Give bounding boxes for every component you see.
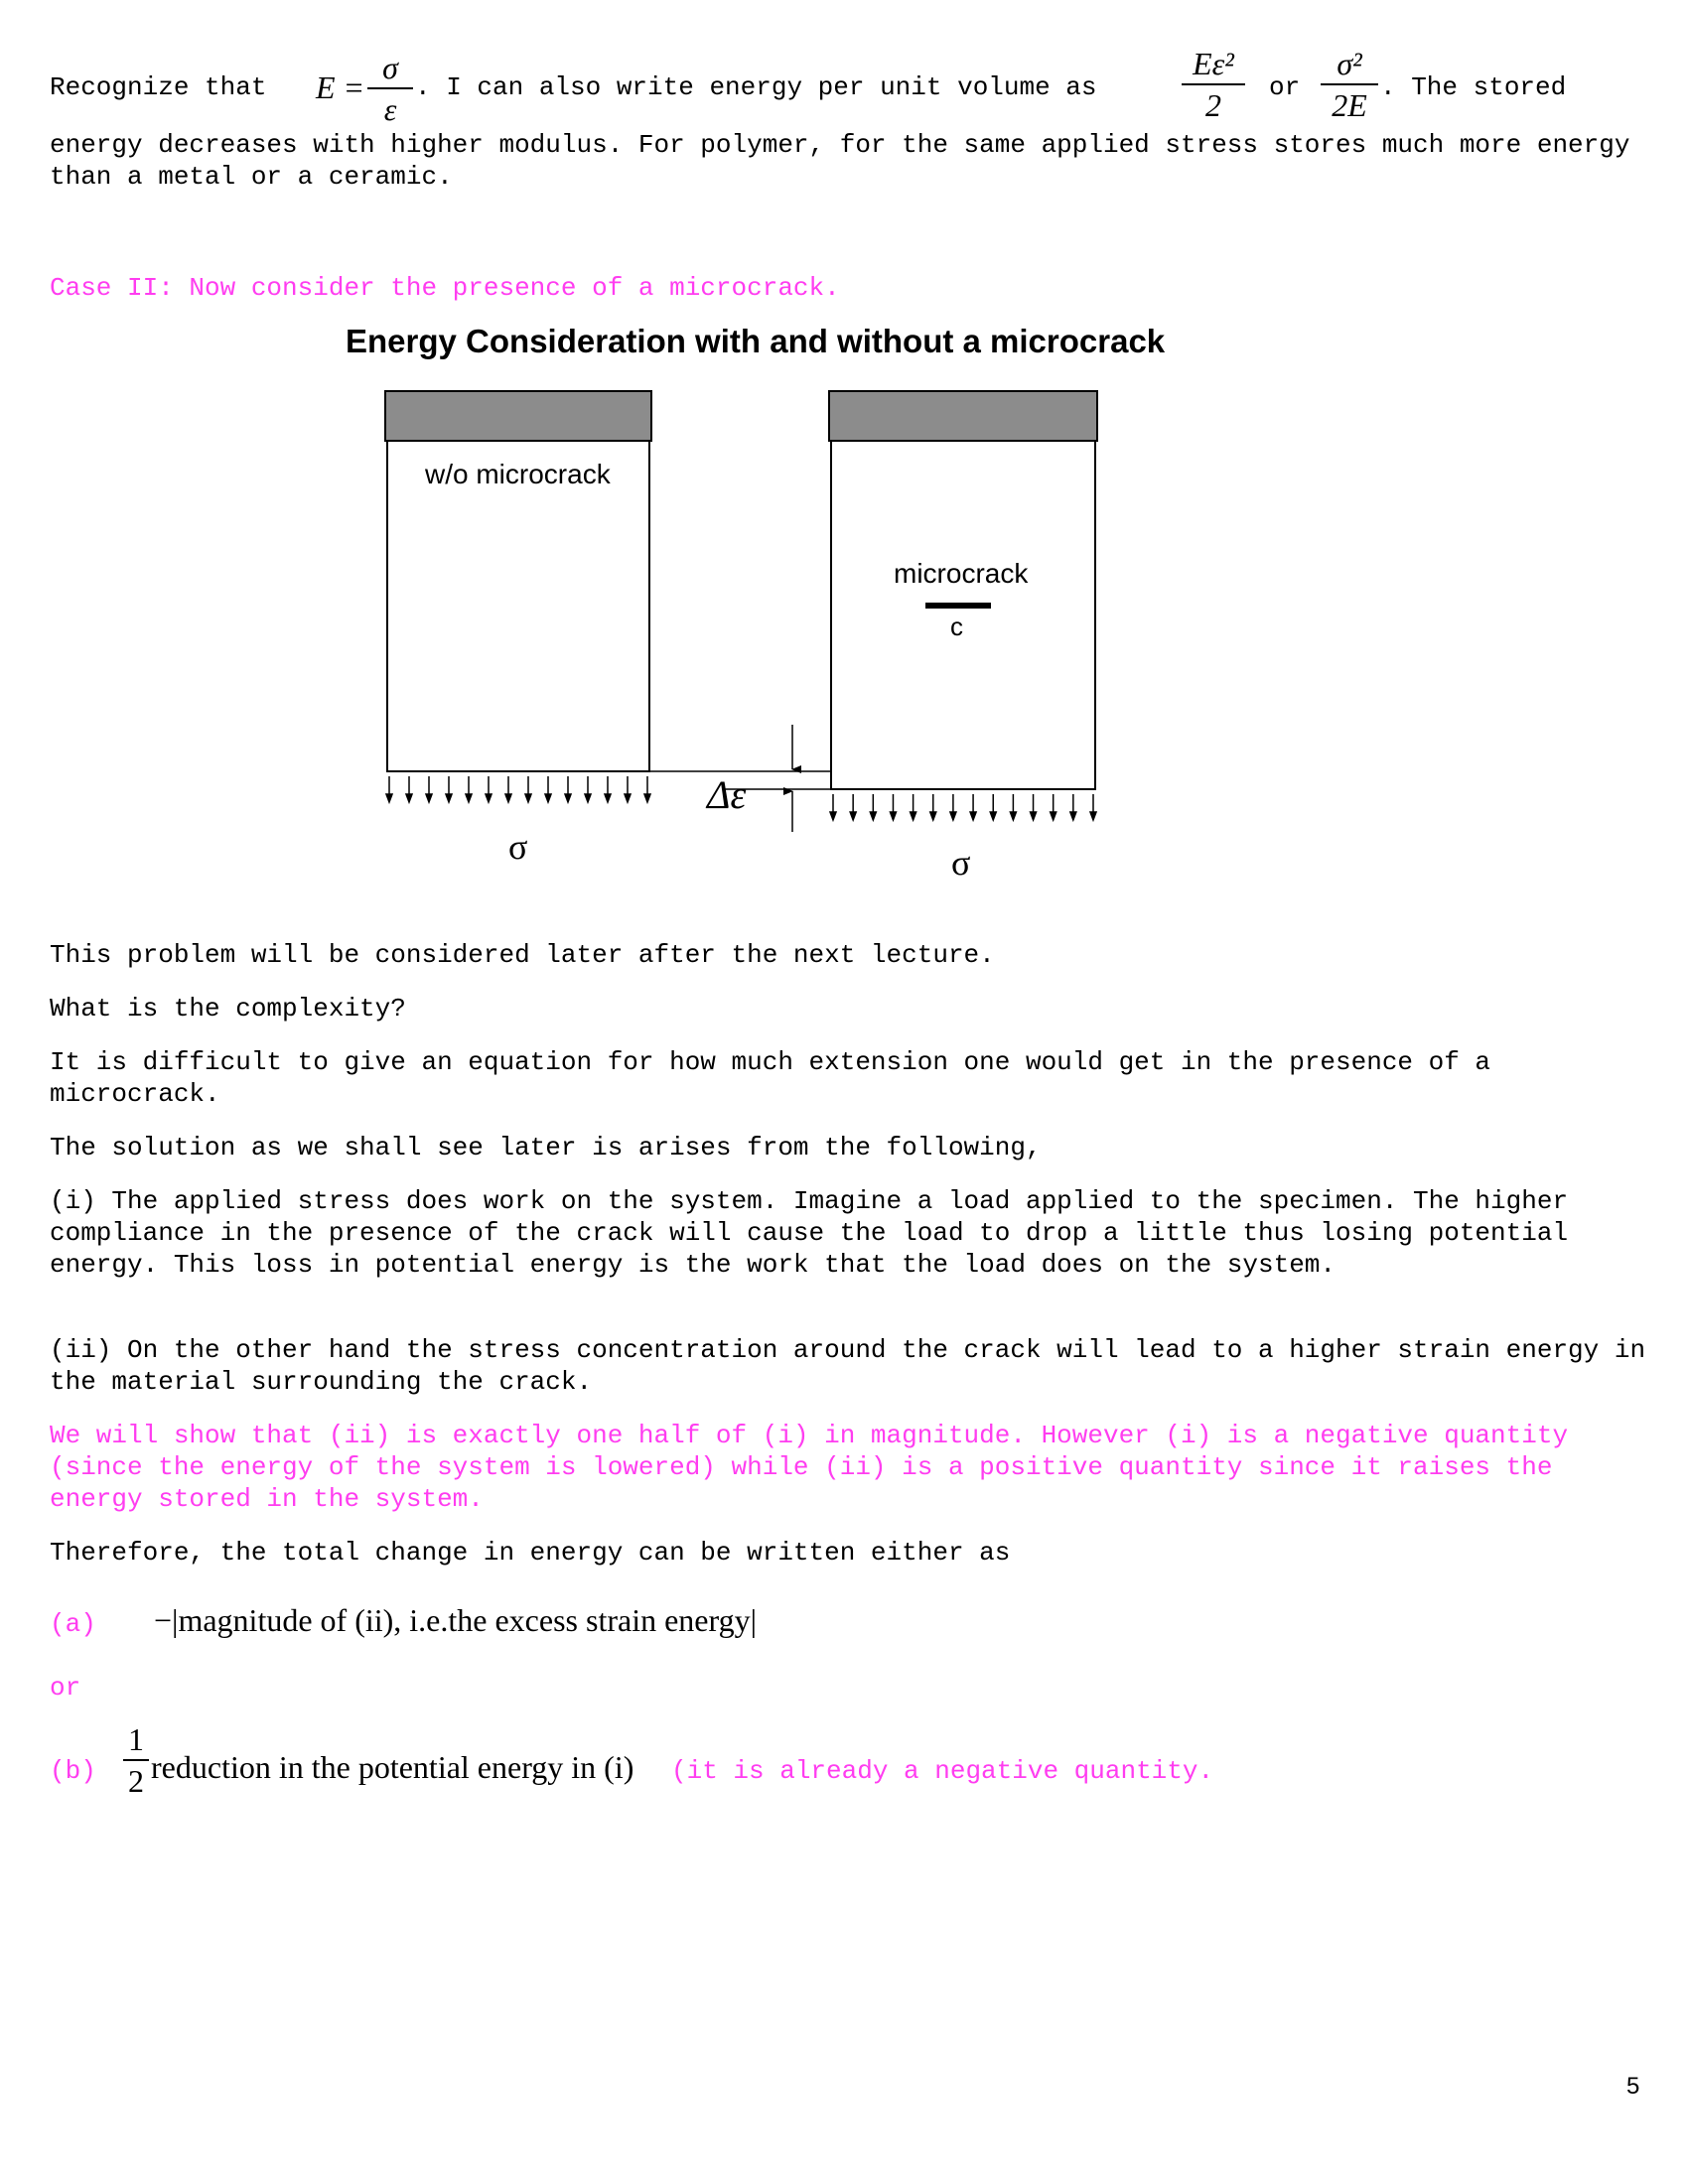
stress-arrow-head xyxy=(466,794,472,802)
right-grip xyxy=(829,391,1097,441)
stress-arrow-head xyxy=(525,794,531,802)
stress-arrow-head xyxy=(446,794,452,802)
stress-arrow-head xyxy=(1010,812,1016,820)
stress-arrow-head xyxy=(625,794,631,802)
left-specimen-label: w/o microcrack xyxy=(425,459,611,489)
stress-arrow-head xyxy=(970,812,976,820)
stress-arrow-head xyxy=(386,794,392,802)
left-stress-label: σ xyxy=(508,827,528,867)
strain-energy-denominator: 2 xyxy=(1205,87,1221,123)
paragraph-item-one: (i) The applied stress does work on the system. Imagine a load applied to the specimen. The higher compliance in the presence of the crack will cause the load to drop a little thus losing potential energy. This loss in potential energy is the work that the load does on the system. xyxy=(50,1186,1569,1280)
stress-arrow-head xyxy=(426,794,432,802)
modulus-numerator: σ xyxy=(382,50,398,85)
crack-length-label: c xyxy=(950,612,963,641)
right-specimen-label: microcrack xyxy=(894,558,1029,589)
paragraph-total-change: Therefore, the total change in energy can be written either as xyxy=(50,1538,1011,1568)
stress-arrow-head xyxy=(406,794,412,802)
stress-arrow-head xyxy=(486,794,492,802)
stress-arrow-head xyxy=(605,794,611,802)
intro-text-2: . I can also write energy per unit volume as xyxy=(415,72,1097,102)
stress-arrow-head xyxy=(990,812,996,820)
intro-paragraph: energy decreases with higher modulus. For polymer, for the same applied stress stores much more energy than a metal or a ceramic. xyxy=(50,130,1630,192)
stress-arrow-head xyxy=(565,794,571,802)
stress-arrow-head xyxy=(930,812,936,820)
option-b-expression: reduction in the potential energy in (i) xyxy=(151,1749,634,1785)
paragraph-half-relation: We will show that (ii) is exactly one half of (i) in magnitude. However (i) is a negative quantity (since the energy of the system is lowered) while (ii) is a positive quantity since it raises the energy stored in the system. xyxy=(50,1421,1569,1514)
microcrack-figure xyxy=(0,0,1688,893)
stress-arrow-head xyxy=(505,794,511,802)
stress-arrow-head xyxy=(911,812,916,820)
stress-arrow-head xyxy=(1090,812,1096,820)
stress-energy-numerator: σ² xyxy=(1336,46,1362,81)
one-half-fraction xyxy=(123,1721,149,1799)
strain-energy-numerator: Eε² xyxy=(1193,46,1234,81)
paragraph-difficulty: It is difficult to give an equation for how much extension one would get in the presence of a microcrack. xyxy=(50,1047,1491,1109)
stress-arrow-head xyxy=(1031,812,1037,820)
right-stress-label: σ xyxy=(951,843,971,883)
left-load-arrows xyxy=(386,776,650,802)
stress-arrow-head xyxy=(830,812,836,820)
figure-title: Energy Consideration with and without a microcrack xyxy=(346,323,1166,359)
right-load-arrows xyxy=(830,794,1096,820)
page-number: 5 xyxy=(1626,2073,1640,2100)
paragraph-item-two: (ii) On the other hand the stress concentration around the crack will lead to a higher strain energy in the material surrounding the crack. xyxy=(50,1335,1646,1397)
stress-arrow-head xyxy=(1070,812,1076,820)
option-a-label: (a) xyxy=(50,1609,96,1639)
microcrack-line xyxy=(925,603,991,609)
modulus-eq-label: E = xyxy=(316,69,365,105)
stress-arrow-head xyxy=(1051,812,1056,820)
intro-text-3: . The stored xyxy=(1380,72,1567,102)
right-specimen xyxy=(831,441,1095,789)
stress-energy-denominator: 2E xyxy=(1332,87,1367,123)
stress-arrow-head xyxy=(870,812,876,820)
left-grip xyxy=(385,391,651,441)
option-a-expression: −|magnitude of (ii), i.e.the excess strain energy| xyxy=(154,1602,757,1638)
option-b-label: (b) xyxy=(50,1756,96,1786)
options-or: or xyxy=(50,1673,81,1703)
modulus-denominator: ε xyxy=(383,91,397,127)
stress-arrow-head xyxy=(850,812,856,820)
stress-arrow-head xyxy=(545,794,551,802)
one-half-denominator: 2 xyxy=(128,1763,144,1799)
paragraph-solution: The solution as we shall see later is arises from the following, xyxy=(50,1133,1042,1162)
stress-arrow-head xyxy=(585,794,591,802)
delta-strain-label: Δε xyxy=(707,772,747,817)
one-half-numerator: 1 xyxy=(128,1721,144,1757)
paragraph-later: This problem will be considered later after the next lecture. xyxy=(50,940,995,970)
paragraph-complexity: What is the complexity? xyxy=(50,994,406,1024)
option-b-note: (it is already a negative quantity. xyxy=(671,1756,1214,1786)
stress-arrow-head xyxy=(950,812,956,820)
case-two-heading: Case II: Now consider the presence of a microcrack. xyxy=(50,273,840,303)
intro-text-1: Recognize that xyxy=(50,72,267,102)
intro-or: or xyxy=(1269,72,1301,102)
stress-arrow-head xyxy=(890,812,896,820)
stress-arrow-head xyxy=(644,794,650,802)
